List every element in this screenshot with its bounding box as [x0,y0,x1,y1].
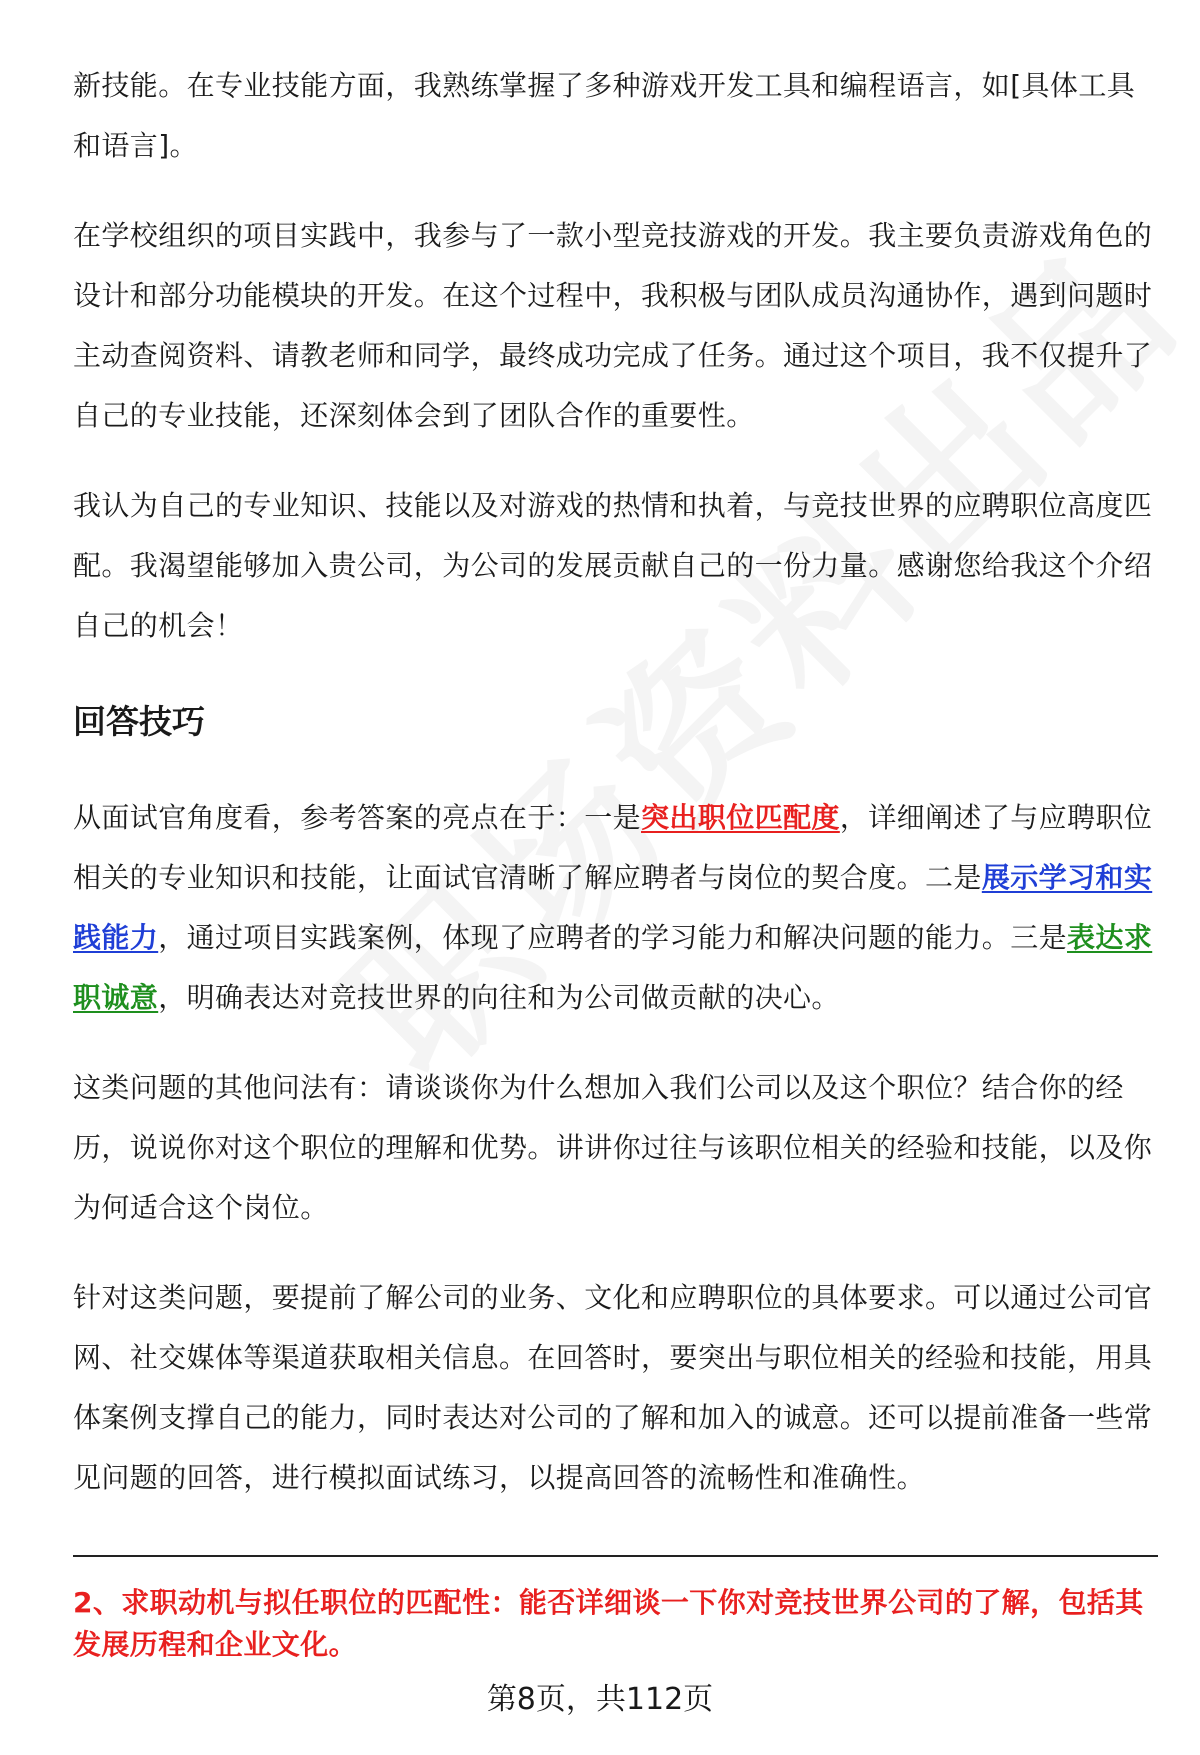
paragraph-advice: 针对这类问题，要提前了解公司的业务、文化和应聘职位的具体要求。可以通过公司官网、社交媒体等渠道获取相关信息。在回答时，要突出与职位相关的经验和技能，用具体案例支撑自己的能力，同时表达对公司的了解和加入的诚意。还可以提前准备一些常见问题的回答，进行模拟面试练习，以提高回答的流畅性和准确性。 [73,1281,1153,1494]
document-body [73,56,1158,1508]
paragraph-tips [73,788,1158,1028]
paragraph-skills: 新技能。在专业技能方面，我熟练掌握了多种游戏开发工具和编程语言，如[具体工具和语言]。 [73,69,1136,162]
tips-text-1: 从面试官角度看，参考答案的亮点在于：一是 [73,801,642,834]
paragraph-conclusion: 我认为自己的专业知识、技能以及对游戏的热情和执着，与竞技世界的应聘职位高度匹配。我渴望能够加入贵公司，为公司的发展贡献自己的一份力量。感谢您给我这个介绍自己的机会！ [73,489,1153,642]
tips-text-3: ，通过项目实践案例，体现了应聘者的学习能力和解决问题的能力。三是 [158,921,1068,954]
tips-text-4: ，明确表达对竞技世界的向往和为公司做贡献的决心。 [158,981,840,1014]
paragraph-alt-questions: 这类问题的其他问法有：请谈谈你为什么想加入我们公司以及这个职位？结合你的经历，说说你对这个职位的理解和优势。讲讲你过往与该职位相关的经验和技能，以及你为何适合这个岗位。 [73,1071,1153,1224]
tips-text-2: ，详细阐述了与应聘职位相关的专业知识和技能，让面试官清晰了解应聘者与岗位的契合度。二是 [73,801,1153,894]
section-title: 回答技巧 [73,702,205,741]
highlight-learning-ability: 展示学习和实践能力 [73,861,1153,954]
next-question-heading: 2、求职动机与拟任职位的匹配性：能否详细谈一下你对竞技世界公司的了解，包括其发展历程和企业文化。 [73,1586,1144,1661]
section-divider [73,1555,1158,1557]
paragraph-project: 在学校组织的项目实践中，我参与了一款小型竞技游戏的开发。我主要负责游戏角色的设计和部分功能模块的开发。在这个过程中，我积极与团队成员沟通协作，遇到问题时主动查阅资料、请教老师和同学，最终成功完成了任务。通过这个项目，我不仅提升了自己的专业技能，还深刻体会到了团队合作的重要性。 [73,219,1153,432]
highlight-position-match: 突出职位匹配度 [641,801,840,834]
highlight-sincerity: 表达求职诚意 [73,921,1153,1014]
page-footer: 第8页，共112页 [486,1682,714,1717]
